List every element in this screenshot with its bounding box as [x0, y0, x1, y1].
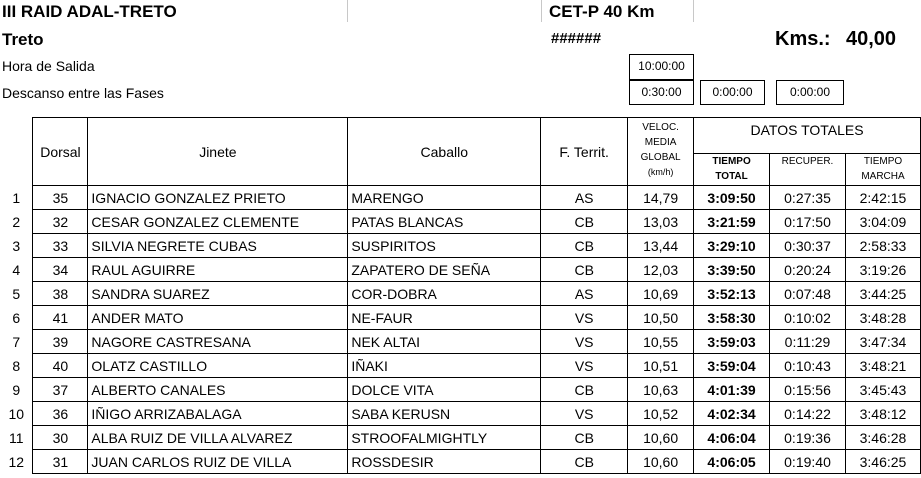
table-row	[0, 402, 921, 426]
cell-idx: 4	[12, 261, 21, 278]
cell-recuper: 0:30:37	[770, 234, 846, 258]
cell-veloc: 10,60	[628, 426, 694, 450]
cell-caballo: COR-DOBRA	[348, 282, 541, 306]
cell-territ: CB	[541, 378, 628, 402]
cell-jinete: ALBERTO CANALES	[88, 378, 348, 402]
cell-dorsal: 40	[33, 354, 88, 378]
cell-caballo: NE-FAUR	[348, 306, 541, 330]
cell-recuper: 0:11:29	[770, 330, 846, 354]
cell-recuper: 0:07:48	[770, 282, 846, 306]
table-row	[0, 354, 921, 378]
cell-marcha: 3:48:12	[845, 402, 920, 426]
cell-recuper: 0:15:56	[770, 378, 846, 402]
cell-dorsal: 36	[33, 402, 88, 426]
cell-recuper: 0:14:22	[770, 402, 846, 426]
cell-marcha: 2:58:33	[845, 234, 920, 258]
col-territorio: F. Territ.	[541, 118, 628, 186]
cell-total: 3:21:59	[694, 210, 770, 234]
cell-marcha: 3:47:34	[845, 330, 920, 354]
cell-veloc: 12,03	[628, 258, 694, 282]
cell-jinete: ALBA RUIZ DE VILLA ALVAREZ	[88, 426, 348, 450]
location: Treto	[2, 30, 44, 49]
cell-marcha: 3:48:28	[845, 306, 920, 330]
gridline	[693, 0, 694, 22]
cell-jinete: IGNACIO GONZALEZ PRIETO	[88, 186, 348, 210]
cell-caballo: MARENGO	[348, 186, 541, 210]
rest-label: Descanso entre las Fases	[2, 85, 164, 101]
cell-territ: VS	[541, 330, 628, 354]
cell-dorsal: 35	[33, 186, 88, 210]
table-row	[0, 258, 921, 282]
cell-total: 3:59:03	[694, 330, 770, 354]
cell-dorsal: 30	[33, 426, 88, 450]
cell-dorsal: 34	[33, 258, 88, 282]
col-dorsal: Dorsal	[33, 118, 88, 186]
cell-marcha: 3:04:09	[845, 210, 920, 234]
cell-marcha: 3:45:43	[845, 378, 920, 402]
cell-caballo: PATAS BLANCAS	[348, 210, 541, 234]
results-table	[0, 117, 921, 474]
cell-dorsal: 39	[33, 330, 88, 354]
cell-total: 4:06:04	[694, 426, 770, 450]
cell-total: 3:59:04	[694, 354, 770, 378]
event-title: III RAID ADAL-TRETO	[2, 2, 177, 21]
table-row	[0, 186, 921, 210]
cell-dorsal: 37	[33, 378, 88, 402]
table-row	[0, 234, 921, 258]
cell-veloc: 13,44	[628, 234, 694, 258]
cell-idx: 10	[8, 405, 25, 422]
gridline	[541, 0, 542, 22]
col-caballo: Caballo	[348, 118, 541, 186]
cell-idx: 2	[12, 213, 21, 230]
table-row	[0, 378, 921, 402]
cell-recuper: 0:10:43	[770, 354, 846, 378]
col-veloc: VELOC. MEDIA GLOBAL (km/h)	[628, 118, 694, 186]
col-datos-totales: DATOS TOTALES	[694, 118, 921, 154]
cell-jinete: SANDRA SUAREZ	[88, 282, 348, 306]
cell-jinete: CESAR GONZALEZ CLEMENTE	[88, 210, 348, 234]
cell-idx: 8	[12, 357, 21, 374]
cell-total: 3:39:50	[694, 258, 770, 282]
cell-total: 4:02:34	[694, 402, 770, 426]
date-placeholder: ######	[551, 30, 602, 47]
cell-jinete: NAGORE CASTRESANA	[88, 330, 348, 354]
cell-dorsal: 41	[33, 306, 88, 330]
cell-veloc: 10,51	[628, 354, 694, 378]
cell-marcha: 3:44:25	[845, 282, 920, 306]
cell-territ: AS	[541, 186, 628, 210]
cell-idx: 5	[12, 285, 21, 302]
cell-caballo: ROSSDESIR	[348, 450, 541, 474]
cell-total: 3:09:50	[694, 186, 770, 210]
cell-territ: CB	[541, 234, 628, 258]
cell-caballo: NEK ALTAI	[348, 330, 541, 354]
col-recuper: RECUPER.	[770, 154, 846, 186]
cell-territ: CB	[541, 450, 628, 474]
cell-jinete: SILVIA NEGRETE CUBAS	[88, 234, 348, 258]
col-tiempo-marcha: TIEMPO MARCHA	[845, 154, 920, 186]
cell-recuper: 0:19:40	[770, 450, 846, 474]
cell-caballo: SABA KERUSN	[348, 402, 541, 426]
cell-veloc: 10,50	[628, 306, 694, 330]
cell-marcha: 3:48:21	[845, 354, 920, 378]
cell-territ: CB	[541, 258, 628, 282]
rest-time-3: 0:00:00	[776, 80, 844, 105]
cell-recuper: 0:20:24	[770, 258, 846, 282]
table-row	[0, 306, 921, 330]
cell-recuper: 0:27:35	[770, 186, 846, 210]
cell-recuper: 0:17:50	[770, 210, 846, 234]
cell-idx: 1	[12, 189, 21, 206]
cell-idx: 7	[12, 333, 21, 350]
kms-value: 40,00	[846, 28, 897, 50]
table-row	[0, 282, 921, 306]
table-row	[0, 210, 921, 234]
cell-veloc: 13,03	[628, 210, 694, 234]
table-row	[0, 426, 921, 450]
cell-jinete: JUAN CARLOS RUIZ DE VILLA	[88, 450, 348, 474]
cell-dorsal: 31	[33, 450, 88, 474]
cell-veloc: 10,55	[628, 330, 694, 354]
cell-dorsal: 33	[33, 234, 88, 258]
cell-recuper: 0:19:36	[770, 426, 846, 450]
cell-total: 4:06:05	[694, 450, 770, 474]
cell-idx: 11	[8, 429, 24, 446]
cell-marcha: 3:46:28	[845, 426, 920, 450]
cell-caballo: STROOFALMIGHTLY	[348, 426, 541, 450]
gridline	[347, 0, 348, 22]
cell-territ: VS	[541, 306, 628, 330]
cell-veloc: 10,63	[628, 378, 694, 402]
rest-time-2: 0:00:00	[700, 80, 765, 105]
cell-territ: CB	[541, 210, 628, 234]
cell-recuper: 0:10:02	[770, 306, 846, 330]
cell-idx: 9	[12, 381, 21, 398]
col-jinete: Jinete	[88, 118, 348, 186]
cell-marcha: 3:46:25	[845, 450, 920, 474]
table-row	[0, 330, 921, 354]
cell-idx: 6	[12, 309, 21, 326]
kms-label: Kms.:	[775, 28, 831, 50]
start-time-label: Hora de Salida	[2, 58, 95, 74]
cell-territ: CB	[541, 426, 628, 450]
cell-territ: AS	[541, 282, 628, 306]
rest-time-1: 0:30:00	[629, 80, 694, 105]
cell-total: 3:29:10	[694, 234, 770, 258]
cell-dorsal: 32	[33, 210, 88, 234]
category-title: CET-P 40 Km	[549, 2, 655, 21]
cell-jinete: OLATZ CASTILLO	[88, 354, 348, 378]
cell-veloc: 14,79	[628, 186, 694, 210]
cell-veloc: 10,52	[628, 402, 694, 426]
cell-idx: 12	[8, 453, 25, 470]
cell-caballo: ZAPATERO DE SEÑA	[348, 258, 541, 282]
cell-jinete: IÑIGO ARRIZABALAGA	[88, 402, 348, 426]
cell-veloc: 10,60	[628, 450, 694, 474]
cell-total: 3:58:30	[694, 306, 770, 330]
cell-idx: 3	[12, 237, 21, 254]
cell-dorsal: 38	[33, 282, 88, 306]
cell-marcha: 3:19:26	[845, 258, 920, 282]
cell-caballo: DOLCE VITA	[348, 378, 541, 402]
cell-caballo: IÑAKI	[348, 354, 541, 378]
cell-marcha: 2:42:15	[845, 186, 920, 210]
start-time-value: 10:00:00	[629, 54, 694, 80]
cell-caballo: SUSPIRITOS	[348, 234, 541, 258]
cell-territ: VS	[541, 354, 628, 378]
cell-veloc: 10,69	[628, 282, 694, 306]
cell-total: 4:01:39	[694, 378, 770, 402]
table-row	[0, 450, 921, 474]
cell-jinete: RAUL AGUIRRE	[88, 258, 348, 282]
cell-territ: VS	[541, 402, 628, 426]
col-tiempo-total: TIEMPO TOTAL	[694, 154, 770, 186]
cell-total: 3:52:13	[694, 282, 770, 306]
cell-jinete: ANDER MATO	[88, 306, 348, 330]
